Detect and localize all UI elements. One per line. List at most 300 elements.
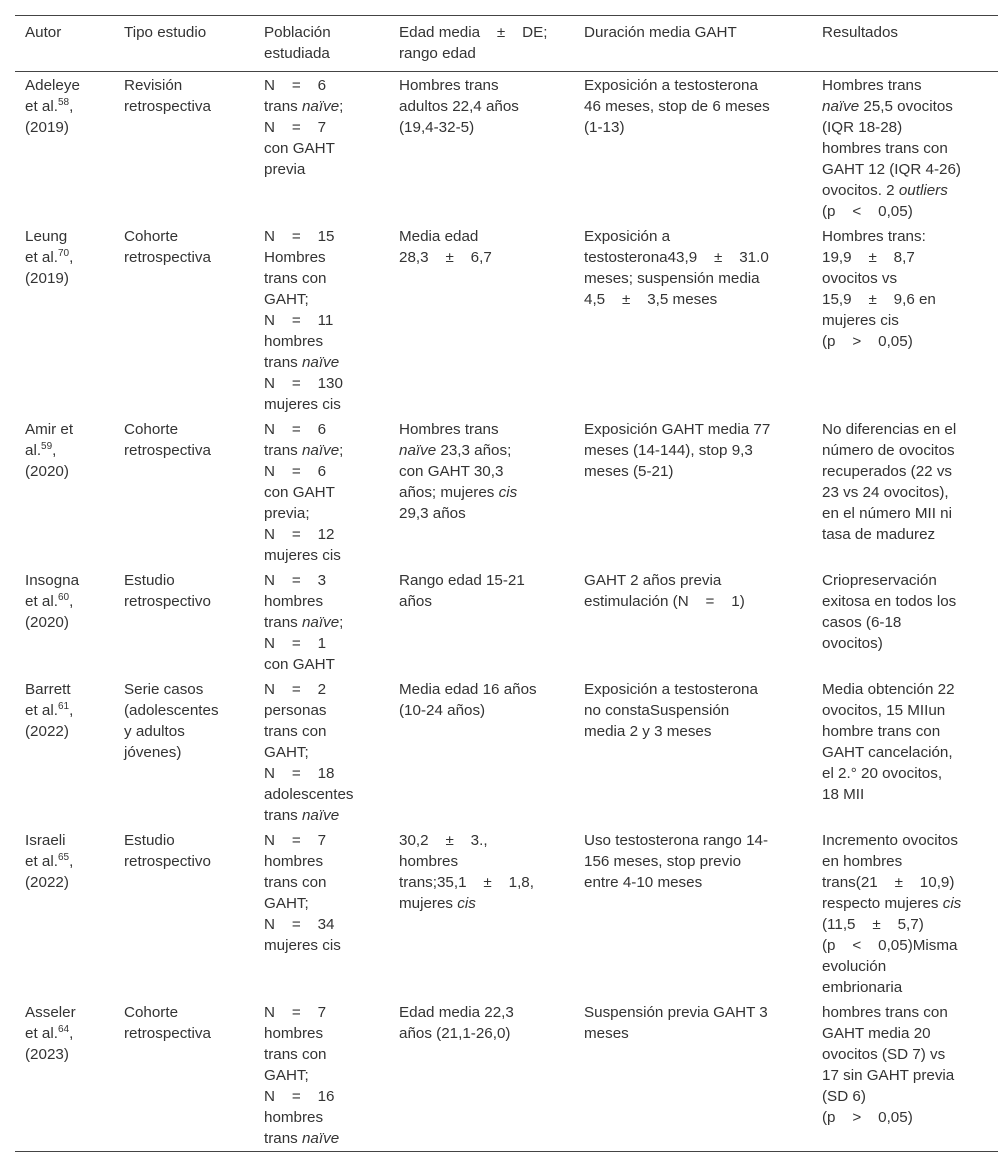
cell-text: Cohorte: [124, 228, 179, 245]
cell-line: [25, 247, 108, 268]
cell-text: (p > 0,05): [822, 1109, 913, 1126]
cell-line: [822, 872, 992, 893]
cell-line: [584, 117, 806, 138]
cell-text: ,: [69, 249, 74, 266]
cell-line: [124, 742, 248, 763]
cell-text: ,: [69, 1025, 74, 1042]
italic-text: naïve: [399, 442, 437, 459]
cell-line: [822, 138, 992, 159]
cell-text: Hombres trans: [399, 421, 499, 438]
cell-edad-media: [389, 1000, 574, 1152]
cell-line: [822, 524, 992, 545]
cell-line: [822, 956, 992, 977]
cell-line: [584, 268, 806, 289]
cell-line: [264, 503, 383, 524]
cell-line: [399, 893, 568, 914]
cell-text: años; mujeres: [399, 484, 499, 501]
reference-number: 65: [57, 851, 70, 863]
cell-text: mujeres cis: [264, 547, 341, 564]
cell-line: [124, 75, 248, 96]
cell-text: 17 sin GAHT previa: [822, 1067, 955, 1084]
cell-line: [264, 247, 383, 268]
cell-line: [822, 570, 992, 591]
cell-line: [264, 289, 383, 310]
cell-text: et al.: [25, 98, 58, 115]
reference-number: 58: [57, 96, 70, 108]
cell-line: [264, 75, 383, 96]
cell-text: Exposición GAHT media 77: [584, 421, 771, 438]
cell-text: ,: [69, 853, 74, 870]
cell-text: (adolescentes: [124, 702, 219, 719]
cell-text: casos (6-18: [822, 614, 902, 631]
cell-text: evolución: [822, 958, 887, 975]
cell-line: [264, 545, 383, 566]
cell-tipo-estudio: [114, 568, 254, 677]
cell-line: [124, 591, 248, 612]
cell-line: [264, 830, 383, 851]
cell-line: [25, 268, 108, 289]
cell-text: N = 6: [264, 421, 327, 438]
cell-line: [399, 1023, 568, 1044]
reference-number: 64: [57, 1023, 70, 1035]
cell-text: hombres: [264, 1109, 324, 1126]
header-line: estudiada: [264, 45, 330, 62]
cell-line: [584, 700, 806, 721]
cell-text: GAHT;: [264, 744, 309, 761]
cell-text: trans: [264, 442, 302, 459]
cell-line: [25, 679, 108, 700]
cell-text: estimulación (N = 1): [584, 593, 745, 610]
cell-line: [124, 830, 248, 851]
cell-text: meses; suspensión media: [584, 270, 760, 287]
cell-line: [25, 117, 108, 138]
cell-line: [822, 679, 992, 700]
cell-text: adultos 22,4 años: [399, 98, 519, 115]
cell-line: [264, 1044, 383, 1065]
cell-line: [584, 75, 806, 96]
cell-line: [399, 830, 568, 851]
cell-line: [264, 763, 383, 784]
cell-text: al.: [25, 442, 42, 459]
cell-line: [264, 268, 383, 289]
cell-text: 25,5 ovocitos: [859, 98, 953, 115]
cell-text: Uso testosterona rango 14-: [584, 832, 769, 849]
cell-resultados: [812, 72, 998, 225]
table-row: [15, 417, 998, 568]
cell-line: [822, 75, 992, 96]
cell-text: retrospectiva: [124, 98, 211, 115]
cell-text: N = 34: [264, 916, 335, 933]
cell-text: N = 1: [264, 635, 327, 652]
cell-line: [264, 117, 383, 138]
cell-text: hombre trans con: [822, 723, 941, 740]
cell-poblacion-estudiada: [254, 72, 389, 225]
cell-text: Insogna: [25, 572, 80, 589]
cell-text: (2020): [25, 463, 69, 480]
cell-line: [25, 700, 108, 721]
cell-text: (11,5 ± 5,7): [822, 916, 924, 933]
cell-text: ovocitos, 15 MIIun: [822, 702, 946, 719]
cell-line: [822, 117, 992, 138]
cell-text: trans con: [264, 723, 327, 740]
reference-number: 60: [57, 591, 70, 603]
cell-text: Rango edad 15-21: [399, 572, 525, 589]
cell-line: [822, 1065, 992, 1086]
cell-line: [584, 851, 806, 872]
cell-tipo-estudio: [114, 72, 254, 225]
cell-line: [25, 440, 108, 461]
header-line: Tipo estudio: [124, 24, 207, 41]
cell-poblacion-estudiada: [254, 1000, 389, 1152]
cell-line: [25, 461, 108, 482]
cell-line: [264, 419, 383, 440]
cell-line: [822, 331, 992, 352]
cell-line: [822, 977, 992, 998]
header-line: Resultados: [822, 24, 898, 41]
cell-text: N = 2: [264, 681, 327, 698]
cell-line: [822, 914, 992, 935]
cell-line: [399, 117, 568, 138]
cell-autor: [15, 828, 114, 1000]
cell-text: personas: [264, 702, 327, 719]
cell-line: [584, 830, 806, 851]
cell-line: [264, 612, 383, 633]
cell-line: [264, 1107, 383, 1128]
cell-line: [264, 679, 383, 700]
cell-text: GAHT 2 años previa: [584, 572, 722, 589]
cell-line: [124, 570, 248, 591]
cell-text: ,: [52, 442, 57, 459]
cell-line: [399, 851, 568, 872]
reference-number: 61: [57, 700, 70, 712]
header-resultados: [812, 16, 998, 72]
table-row: [15, 72, 998, 225]
cell-text: retrospectiva: [124, 1025, 211, 1042]
cell-text: Media edad 16 años: [399, 681, 537, 698]
cell-line: [822, 268, 992, 289]
italic-text: naïve: [301, 614, 340, 631]
cell-duracion-gaht: [574, 1000, 812, 1152]
cell-text: trans con: [264, 1046, 327, 1063]
cell-line: [25, 872, 108, 893]
cell-line: [264, 935, 383, 956]
cell-text: trans: [264, 98, 302, 115]
table-body: [15, 72, 998, 1152]
cell-line: [822, 289, 992, 310]
italic-text: naïve: [301, 98, 340, 115]
cell-line: [264, 1023, 383, 1044]
cell-text: Estudio: [124, 832, 175, 849]
header-line: Autor: [25, 24, 62, 41]
cell-text: meses (5-21): [584, 463, 674, 480]
header-line: Población: [264, 24, 331, 41]
cell-text: 23 vs 24 ovocitos),: [822, 484, 949, 501]
cell-edad-media: [389, 417, 574, 568]
cell-tipo-estudio: [114, 677, 254, 828]
cell-line: [584, 570, 806, 591]
cell-autor: [15, 568, 114, 677]
cell-line: [264, 851, 383, 872]
cell-text: en hombres: [822, 853, 903, 870]
cell-line: [584, 289, 806, 310]
cell-duracion-gaht: [574, 224, 812, 417]
cell-tipo-estudio: [114, 1000, 254, 1152]
cell-text: ,: [69, 702, 74, 719]
cell-line: [264, 633, 383, 654]
cell-resultados: [812, 417, 998, 568]
cell-text: N = 11: [264, 312, 334, 329]
header-edad-media: [389, 16, 574, 72]
cell-line: [264, 310, 383, 331]
cell-line: [822, 1002, 992, 1023]
cell-text: trans: [264, 614, 302, 631]
cell-line: [264, 138, 383, 159]
cell-line: [25, 226, 108, 247]
cell-text: Amir et: [25, 421, 74, 438]
cell-line: [399, 503, 568, 524]
cell-line: [264, 352, 383, 373]
table-row: [15, 1000, 998, 1152]
cell-line: [264, 461, 383, 482]
cell-line: [399, 591, 568, 612]
cell-line: [822, 180, 992, 201]
cell-edad-media: [389, 828, 574, 1000]
cell-text: 29,3 años: [399, 505, 466, 522]
cell-line: [264, 721, 383, 742]
cell-line: [822, 591, 992, 612]
cell-text: testosterona43,9 ± 31.0: [584, 249, 769, 266]
cell-line: [264, 331, 383, 352]
cell-line: [822, 633, 992, 654]
cell-text: Hombres trans: [399, 77, 499, 94]
cell-line: [25, 419, 108, 440]
cell-text: (1-13): [584, 119, 625, 136]
cell-text: respecto mujeres: [822, 895, 943, 912]
cell-text: Media edad: [399, 228, 479, 245]
cell-text: embrionaria: [822, 979, 903, 996]
cell-text: Serie casos: [124, 681, 204, 698]
cell-line: [822, 1107, 992, 1128]
cell-text: hombres: [399, 853, 459, 870]
cell-line: [822, 830, 992, 851]
cell-text: N = 130: [264, 375, 343, 392]
cell-line: [264, 570, 383, 591]
cell-text: Exposición a: [584, 228, 671, 245]
cell-line: [25, 612, 108, 633]
cell-text: GAHT;: [264, 291, 309, 308]
cell-line: [584, 721, 806, 742]
cell-text: et al.: [25, 1025, 58, 1042]
cell-line: [399, 872, 568, 893]
cell-text: et al.: [25, 702, 58, 719]
cell-line: [124, 226, 248, 247]
cell-line: [264, 914, 383, 935]
cell-text: Barrett: [25, 681, 71, 698]
table-header: [15, 16, 998, 72]
cell-text: Media obtención 22: [822, 681, 955, 698]
cell-line: [822, 226, 992, 247]
cell-line: [822, 1023, 992, 1044]
italic-text: naïve: [301, 354, 340, 371]
header-line: Duración media GAHT: [584, 24, 737, 41]
cell-edad-media: [389, 224, 574, 417]
cell-text: (SD 6): [822, 1088, 866, 1105]
cell-edad-media: [389, 677, 574, 828]
cell-text: Hombres trans:: [822, 228, 926, 245]
cell-line: [25, 851, 108, 872]
cell-line: [822, 1044, 992, 1065]
cell-line: [822, 440, 992, 461]
cell-text: (2020): [25, 614, 69, 631]
cell-duracion-gaht: [574, 828, 812, 1000]
cell-line: [264, 394, 383, 415]
italic-text: naïve: [822, 98, 860, 115]
cell-text: con GAHT: [264, 140, 335, 157]
cell-text: 18 MII: [822, 786, 865, 803]
cell-line: [124, 419, 248, 440]
header-duracion-gaht: [574, 16, 812, 72]
cell-text: (19,4-32-5): [399, 119, 475, 136]
cell-line: [399, 75, 568, 96]
cell-text: (2019): [25, 119, 69, 136]
header-line: Edad media ± DE;: [399, 24, 548, 41]
cell-text: mujeres cis: [822, 312, 899, 329]
cell-line: [584, 679, 806, 700]
cell-text: GAHT;: [264, 895, 309, 912]
cell-tipo-estudio: [114, 224, 254, 417]
cell-line: [822, 461, 992, 482]
table-row: [15, 568, 998, 677]
cell-line: [399, 96, 568, 117]
cell-line: [399, 482, 568, 503]
cell-text: hombres trans con: [822, 1004, 948, 1021]
cell-text: et al.: [25, 853, 58, 870]
cell-text: Estudio: [124, 572, 175, 589]
cell-line: [822, 763, 992, 784]
cell-text: retrospectivo: [124, 593, 211, 610]
cell-text: ,: [69, 593, 74, 610]
studies-table: [15, 15, 998, 1152]
cell-text: (2022): [25, 723, 69, 740]
cell-line: [822, 96, 992, 117]
cell-line: [124, 851, 248, 872]
cell-line: [822, 784, 992, 805]
cell-text: N = 6: [264, 463, 327, 480]
cell-text: previa: [264, 161, 306, 178]
cell-text: 15,9 ± 9,6 en: [822, 291, 936, 308]
cell-poblacion-estudiada: [254, 568, 389, 677]
cell-text: mujeres: [399, 895, 458, 912]
cell-text: 30,2 ± 3.,: [399, 832, 488, 849]
cell-text: N = 7: [264, 119, 327, 136]
cell-text: hombres: [264, 333, 324, 350]
reference-number: 59: [41, 440, 53, 452]
italic-text: naïve: [301, 807, 340, 824]
italic-text: outliers: [898, 182, 948, 199]
cell-line: [264, 654, 383, 675]
cell-text: y adultos: [124, 723, 185, 740]
cell-line: [264, 1002, 383, 1023]
cell-line: [399, 679, 568, 700]
cell-text: trans: [264, 807, 302, 824]
cell-text: Edad media 22,3: [399, 1004, 514, 1021]
cell-line: [584, 1002, 806, 1023]
cell-line: [124, 700, 248, 721]
cell-text: Suspensión previa GAHT 3: [584, 1004, 768, 1021]
cell-text: entre 4-10 meses: [584, 874, 703, 891]
cell-text: N = 18: [264, 765, 335, 782]
cell-text: meses (14-144), stop 9,3: [584, 442, 753, 459]
cell-text: Incremento ovocitos: [822, 832, 958, 849]
cell-line: [264, 700, 383, 721]
cell-text: Adeleye: [25, 77, 80, 94]
cell-text: hombres: [264, 853, 324, 870]
cell-line: [25, 721, 108, 742]
italic-text: cis: [457, 895, 476, 912]
cell-text: número de ovocitos: [822, 442, 955, 459]
cell-line: [124, 247, 248, 268]
cell-duracion-gaht: [574, 417, 812, 568]
cell-text: (10-24 años): [399, 702, 486, 719]
cell-text: jóvenes): [124, 744, 182, 761]
cell-line: [822, 612, 992, 633]
cell-line: [264, 893, 383, 914]
cell-autor: [15, 224, 114, 417]
cell-line: [584, 461, 806, 482]
cell-line: [124, 1002, 248, 1023]
cell-line: [264, 373, 383, 394]
cell-line: [584, 226, 806, 247]
italic-text: naïve: [301, 442, 340, 459]
cell-text: (p > 0,05): [822, 333, 913, 350]
cell-line: [25, 1044, 108, 1065]
italic-text: cis: [942, 895, 962, 912]
cell-line: [25, 830, 108, 851]
header-row: [15, 16, 998, 72]
cell-text: recuperados (22 vs: [822, 463, 953, 480]
cell-text: mujeres cis: [264, 937, 341, 954]
cell-resultados: [812, 828, 998, 1000]
cell-line: [124, 1023, 248, 1044]
cell-text: Hombres trans: [822, 77, 922, 94]
cell-tipo-estudio: [114, 828, 254, 1000]
cell-text: Cohorte: [124, 1004, 179, 1021]
cell-poblacion-estudiada: [254, 828, 389, 1000]
cell-text: retrospectiva: [124, 442, 211, 459]
cell-line: [124, 679, 248, 700]
cell-line: [399, 247, 568, 268]
cell-edad-media: [389, 72, 574, 225]
cell-poblacion-estudiada: [254, 224, 389, 417]
cell-line: [822, 1086, 992, 1107]
cell-text: 19,9 ± 8,7: [822, 249, 915, 266]
cell-line: [124, 721, 248, 742]
cell-text: 156 meses, stop previo: [584, 853, 742, 870]
cell-text: ovocitos): [822, 635, 883, 652]
cell-line: [822, 482, 992, 503]
cell-line: [822, 310, 992, 331]
cell-line: [25, 591, 108, 612]
cell-text: N = 6: [264, 77, 327, 94]
cell-text: Exposición a testosterona: [584, 681, 758, 698]
header-autor: [15, 16, 114, 72]
cell-edad-media: [389, 568, 574, 677]
cell-duracion-gaht: [574, 677, 812, 828]
cell-text: N = 7: [264, 1004, 327, 1021]
cell-line: [264, 742, 383, 763]
cell-text: GAHT 12 (IQR 4-26): [822, 161, 961, 178]
cell-text: Hombres: [264, 249, 326, 266]
